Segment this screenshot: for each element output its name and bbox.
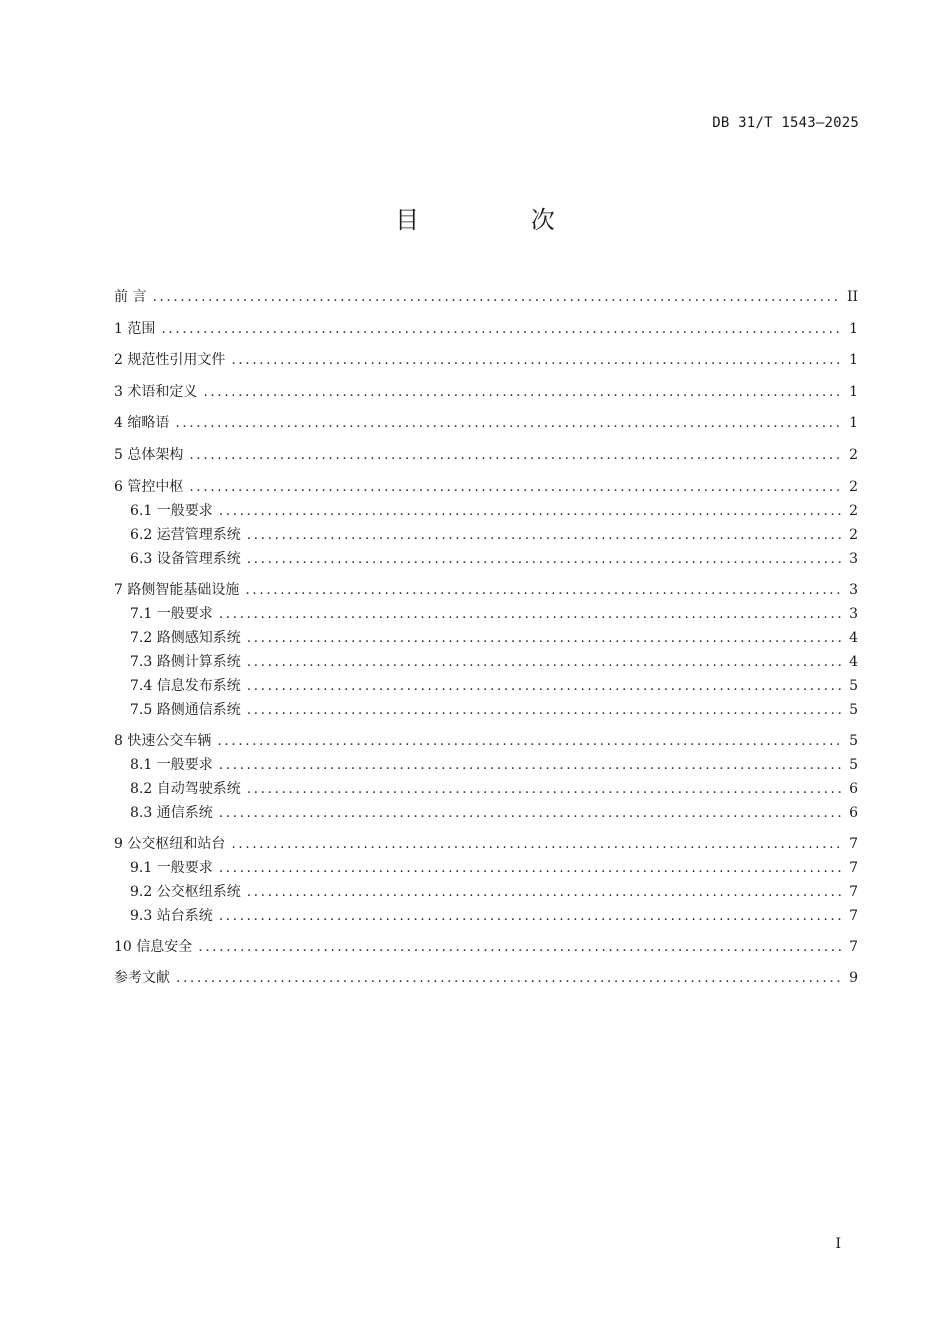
toc-entry[interactable]	[114, 937, 858, 957]
toc-dot-leader	[176, 968, 843, 988]
toc-entry-page: 2	[849, 526, 858, 543]
toc-entry[interactable]	[114, 580, 858, 600]
toc-entry[interactable]	[114, 858, 858, 878]
toc-dot-leader	[219, 906, 843, 926]
toc-entry-page: 4	[849, 653, 858, 670]
toc-dot-leader	[189, 445, 843, 465]
toc-dot-leader	[161, 319, 843, 339]
toc-entry-label: 1 范围	[114, 320, 156, 337]
toc-entry-label: 8.1 一般要求	[130, 756, 213, 773]
page-number: I	[835, 1236, 841, 1252]
toc-entry-page: II	[846, 289, 858, 305]
toc-entry-page: 7	[849, 859, 858, 876]
toc-entry-page: 6	[849, 780, 858, 797]
toc-entry[interactable]	[114, 882, 858, 902]
toc-entry-label: 3 术语和定义	[114, 383, 198, 400]
toc-entry-page: 1	[849, 352, 858, 369]
toc-entry[interactable]	[114, 700, 858, 720]
toc-entry-label: 6.1 一般要求	[130, 502, 213, 519]
toc-entry-page: 6	[849, 804, 858, 821]
toc-entry-page: 4	[849, 629, 858, 646]
toc-entry-label: 8.2 自动驾驶系统	[130, 780, 241, 797]
toc-dot-leader	[203, 382, 843, 402]
toc-entry-page: 7	[849, 883, 858, 900]
toc-entry-page: 1	[849, 415, 858, 432]
toc-entry-label: 7.4 信息发布系统	[130, 677, 241, 694]
toc-entry[interactable]	[114, 350, 858, 370]
toc-entry-page: 3	[849, 581, 858, 598]
toc-entry-label: 7.2 路侧感知系统	[130, 629, 241, 646]
toc-dot-leader	[247, 882, 843, 902]
toc-dot-leader	[247, 700, 843, 720]
toc-entry-label: 9.3 站台系统	[130, 907, 213, 924]
toc-entry[interactable]	[114, 834, 858, 854]
toc-entry-page: 3	[849, 605, 858, 622]
toc-dot-leader	[219, 501, 843, 521]
toc-entry-label: 7 路侧智能基础设施	[114, 581, 240, 598]
toc-dot-leader	[247, 779, 843, 799]
toc-entry[interactable]	[114, 755, 858, 775]
toc-entry-label: 7.5 路侧通信系统	[130, 701, 241, 718]
toc-dot-leader	[189, 477, 843, 497]
toc-entry[interactable]	[114, 906, 858, 926]
toc-entry-label: 6 管控中枢	[114, 478, 184, 495]
toc-dot-leader	[247, 676, 843, 696]
toc-dot-leader	[219, 604, 843, 624]
toc-entry[interactable]	[114, 676, 858, 696]
toc-entry[interactable]	[114, 549, 858, 569]
toc-entry[interactable]	[114, 968, 858, 988]
toc-title: 目 次	[395, 206, 607, 234]
toc-entry[interactable]	[114, 803, 858, 823]
toc-dot-leader	[152, 287, 840, 307]
toc-dot-leader	[247, 549, 843, 569]
toc-entry-label: 5 总体架构	[114, 446, 184, 463]
toc-entry[interactable]	[114, 525, 858, 545]
toc-entry[interactable]	[114, 477, 858, 497]
toc-entry[interactable]	[114, 652, 858, 672]
toc-entry-page: 5	[849, 677, 858, 694]
toc-dot-leader	[231, 834, 843, 854]
document-code: DB 31/T 1543—2025	[712, 115, 859, 131]
toc-dot-leader	[231, 350, 843, 370]
toc-entry-page: 9	[849, 970, 858, 987]
toc-entry-page: 7	[849, 835, 858, 852]
toc-entry-page: 1	[849, 320, 858, 337]
toc-dot-leader	[247, 525, 843, 545]
toc-entry[interactable]	[114, 319, 858, 339]
toc-entry[interactable]	[114, 445, 858, 465]
toc-entry-page: 2	[849, 446, 858, 463]
toc-entry-page: 3	[849, 550, 858, 567]
toc-entry[interactable]	[114, 287, 858, 307]
toc-dot-leader	[219, 858, 843, 878]
toc-dot-leader	[219, 803, 843, 823]
toc-entry-page: 7	[849, 907, 858, 924]
toc-entry-label: 6.2 运营管理系统	[130, 526, 241, 543]
toc-entry[interactable]	[114, 731, 858, 751]
toc-dot-leader	[217, 731, 843, 751]
toc-entry-page: 2	[849, 478, 858, 495]
toc-dot-leader	[175, 413, 843, 433]
toc-entry-label: 9.2 公交枢纽系统	[130, 883, 241, 900]
toc-entry-label: 6.3 设备管理系统	[130, 550, 241, 567]
toc-entry-page: 5	[849, 701, 858, 718]
toc-entry-label: 4 缩略语	[114, 415, 170, 432]
toc-dot-leader	[247, 628, 843, 648]
toc-entry-label: 8 快速公交车辆	[114, 732, 212, 749]
toc-dot-leader	[219, 755, 843, 775]
toc-entry[interactable]	[114, 779, 858, 799]
toc-dot-leader	[198, 937, 843, 957]
toc-entry-label: 9.1 一般要求	[130, 859, 213, 876]
toc-entry[interactable]	[114, 604, 858, 624]
toc-entry[interactable]	[114, 413, 858, 433]
toc-entry-label: 8.3 通信系统	[130, 804, 213, 821]
toc-entry-label: 2 规范性引用文件	[114, 352, 226, 369]
table-of-contents	[114, 287, 858, 988]
toc-entry[interactable]	[114, 628, 858, 648]
toc-entry-label: 7.1 一般要求	[130, 605, 213, 622]
toc-entry-label: 10 信息安全	[114, 938, 193, 955]
toc-entry-page: 7	[849, 938, 858, 955]
toc-entry-page: 1	[849, 383, 858, 400]
toc-entry-page: 5	[849, 756, 858, 773]
toc-entry-page: 2	[849, 502, 858, 519]
toc-dot-leader	[245, 580, 843, 600]
toc-entry-label: 7.3 路侧计算系统	[130, 653, 241, 670]
toc-dot-leader	[247, 652, 843, 672]
toc-entry-label: 9 公交枢纽和站台	[114, 835, 226, 852]
toc-entry[interactable]	[114, 501, 858, 521]
toc-entry-label: 参考文献	[114, 970, 170, 987]
toc-entry[interactable]	[114, 382, 858, 402]
toc-entry-page: 5	[849, 732, 858, 749]
toc-entry-label: 前 言	[114, 289, 147, 305]
